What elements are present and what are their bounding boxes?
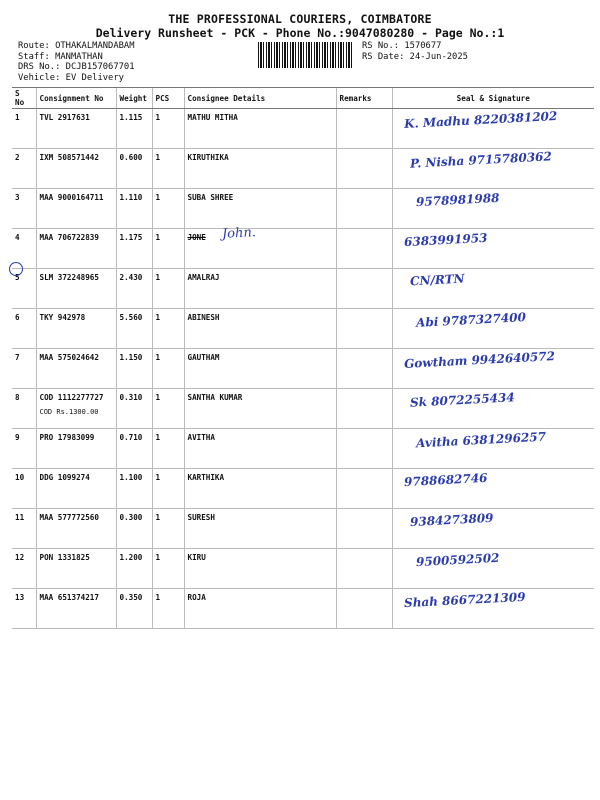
row-signature	[392, 429, 594, 469]
row-consignment-text: MAA 651374217	[39, 593, 99, 602]
row-consignment	[36, 549, 116, 589]
row-weight	[116, 149, 152, 189]
row-consignment	[36, 269, 116, 309]
row-pcs-text: 1	[155, 193, 161, 202]
handwritten-signature: 9788682746	[403, 470, 488, 490]
col-pcs: PCS	[152, 88, 184, 109]
row-sno	[12, 349, 36, 389]
row-weight	[116, 389, 152, 429]
row-signature	[392, 469, 594, 509]
row-sno	[12, 429, 36, 469]
row-consignment-text: SLM 372248965	[39, 273, 99, 282]
row-signature	[392, 189, 594, 229]
row-consignment-text: COD 1112277727	[39, 393, 104, 402]
row-remarks	[336, 109, 392, 149]
row-consignment-text: TVL 2917631	[39, 113, 90, 122]
row-pcs-text: 1	[155, 273, 161, 282]
row-remarks	[336, 589, 392, 629]
john-annotation: John.	[221, 225, 257, 242]
row-pcs	[152, 589, 184, 629]
row-pcs	[152, 109, 184, 149]
row-sno	[12, 509, 36, 549]
row-pcs-text: 1	[155, 153, 161, 162]
route-label: Route: OTHAKALMANDABAM	[18, 41, 135, 51]
row-consignee-text: SUBA SHREE	[187, 193, 234, 202]
row-remarks	[336, 509, 392, 549]
handwritten-signature: P. Nisha 9715780362	[409, 149, 552, 171]
row-consignee	[184, 509, 336, 549]
table-row	[12, 269, 594, 309]
row-pcs-text: 1	[155, 513, 161, 522]
table-row	[12, 469, 594, 509]
row-consignee-text: KARTHIKA	[187, 473, 225, 482]
row-remarks	[336, 189, 392, 229]
row-consignee-text: KIRUTHIKA	[187, 153, 229, 162]
row-weight-text: 2.430	[119, 273, 143, 282]
row-weight-text: 1.115	[119, 113, 143, 122]
row-consignment	[36, 189, 116, 229]
row-weight	[116, 229, 152, 269]
row-consignee-text: SURESH	[187, 513, 215, 522]
row-weight	[116, 109, 152, 149]
row-weight-text: 1.200	[119, 553, 143, 562]
row-sno	[12, 189, 36, 229]
row-weight	[116, 589, 152, 629]
row-remarks	[336, 389, 392, 429]
row-consignment-text: IXM 508571442	[39, 153, 99, 162]
row-sno-text: 8	[15, 393, 20, 402]
row-remarks	[336, 469, 392, 509]
row-weight	[116, 469, 152, 509]
row-pcs-text: 1	[155, 433, 161, 442]
row-weight-text: 5.560	[119, 313, 143, 322]
row-weight-text: 0.710	[119, 433, 143, 442]
cod-amount: COD Rs.1300.00	[39, 408, 99, 416]
row-sno	[12, 549, 36, 589]
circle-mark	[9, 262, 23, 276]
row-weight	[116, 309, 152, 349]
row-pcs	[152, 149, 184, 189]
handwritten-signature: Gowtham 9942640572	[403, 349, 555, 371]
row-consignment	[36, 469, 116, 509]
row-consignment	[36, 109, 116, 149]
row-weight-text: 1.110	[119, 193, 143, 202]
handwritten-signature: 9500592502	[415, 550, 500, 570]
table-row	[12, 589, 594, 629]
row-consignee	[184, 389, 336, 429]
row-remarks	[336, 349, 392, 389]
runsheet-table	[12, 87, 594, 629]
row-weight-text: 0.310	[119, 393, 143, 402]
row-consignee	[184, 349, 336, 389]
row-consignment	[36, 429, 116, 469]
row-pcs	[152, 429, 184, 469]
row-pcs	[152, 549, 184, 589]
row-pcs	[152, 189, 184, 229]
row-weight-text: 1.175	[119, 233, 143, 242]
meta-right	[362, 41, 468, 62]
row-sno-text: 1	[15, 113, 20, 122]
row-consignment-text: PRO 17983099	[39, 433, 95, 442]
row-consignee	[184, 229, 336, 269]
row-sno-text: 5	[15, 273, 20, 282]
row-consignee-text: GAUTHAM	[187, 353, 220, 362]
rs-no-label: RS No.: 1570677	[362, 41, 442, 51]
handwritten-signature: K. Madhu 8220381202	[403, 108, 558, 132]
row-sno-text: 10	[15, 473, 25, 482]
row-remarks	[336, 549, 392, 589]
row-sno	[12, 469, 36, 509]
table-row	[12, 229, 594, 269]
table-row	[12, 309, 594, 349]
row-consignee	[184, 269, 336, 309]
drs-label: DRS No.: DCJB157067701	[18, 62, 135, 72]
row-remarks	[336, 229, 392, 269]
row-consignee-text: AMALRAJ	[187, 273, 220, 282]
row-weight	[116, 429, 152, 469]
row-weight-text: 0.600	[119, 153, 143, 162]
handwritten-signature: Shah 8667221309	[403, 589, 526, 611]
row-weight	[116, 269, 152, 309]
row-consignee	[184, 589, 336, 629]
staff-label: Staff: MANMATHAN	[18, 51, 103, 62]
handwritten-signature: Sk 8072255434	[409, 390, 515, 410]
handwritten-signature: Abi 9787327400	[415, 310, 526, 330]
row-weight-text: 0.300	[119, 513, 143, 522]
row-consignee	[184, 469, 336, 509]
col-consignee: Consignee Details	[184, 88, 336, 109]
row-signature	[392, 509, 594, 549]
row-remarks	[336, 429, 392, 469]
row-signature	[392, 589, 594, 629]
row-sno-text: 6	[15, 313, 20, 322]
row-pcs	[152, 229, 184, 269]
row-signature	[392, 149, 594, 189]
row-pcs	[152, 389, 184, 429]
row-weight	[116, 549, 152, 589]
row-consignee	[184, 189, 336, 229]
row-consignee-text: KIRU	[187, 553, 206, 562]
row-sno	[12, 109, 36, 149]
row-consignment-text: TKY 942978	[39, 313, 86, 322]
col-signature: Seal & Signature	[392, 88, 594, 109]
row-sno	[12, 149, 36, 189]
col-consignment: Consignment No	[36, 88, 116, 109]
table-row	[12, 389, 594, 429]
row-consignment-text: MAA 706722839	[39, 233, 99, 242]
row-weight	[116, 509, 152, 549]
row-weight-text: 1.100	[119, 473, 143, 482]
row-remarks	[336, 149, 392, 189]
row-pcs	[152, 469, 184, 509]
row-consignment-text: MAA 575024642	[39, 353, 99, 362]
row-weight-text: 0.350	[119, 593, 143, 602]
row-consignee-text: AVITHA	[187, 433, 215, 442]
row-sno-text: 3	[15, 193, 20, 202]
row-consignment	[36, 149, 116, 189]
handwritten-signature: CN/RTN	[409, 271, 465, 289]
row-signature	[392, 349, 594, 389]
row-consignment-text: DDG 1099274	[39, 473, 90, 482]
row-remarks	[336, 269, 392, 309]
row-weight-text: 1.150	[119, 353, 143, 362]
row-pcs-text: 1	[155, 233, 161, 242]
row-pcs-text: 1	[155, 313, 161, 322]
row-sno-text: 2	[15, 153, 20, 162]
row-pcs-text: 1	[155, 393, 161, 402]
vehicle-label: Vehicle: EV Delivery	[18, 72, 124, 83]
handwritten-signature: 6383991953	[403, 230, 488, 250]
row-signature	[392, 109, 594, 149]
row-sno-text: 12	[15, 553, 25, 562]
handwritten-signature: Avitha 6381296257	[415, 429, 546, 451]
row-consignment-text: MAA 9000164711	[39, 193, 104, 202]
row-pcs-text: 1	[155, 593, 161, 602]
row-consignee-text: ROJA	[187, 593, 206, 602]
row-sno-text: 9	[15, 433, 20, 442]
row-pcs	[152, 269, 184, 309]
barcode	[258, 42, 354, 68]
row-consignee	[184, 109, 336, 149]
table-row	[12, 189, 594, 229]
row-signature	[392, 549, 594, 589]
row-consignment	[36, 589, 116, 629]
row-pcs	[152, 349, 184, 389]
row-sno-text: 13	[15, 593, 25, 602]
row-sno	[12, 389, 36, 429]
row-sno-text: 7	[15, 353, 20, 362]
row-consignment	[36, 229, 116, 269]
table-row	[12, 349, 594, 389]
table-row	[12, 429, 594, 469]
row-signature	[392, 229, 594, 269]
row-consignee-text: MATHU MITHA	[187, 113, 238, 122]
table-row	[12, 549, 594, 589]
row-consignment	[36, 309, 116, 349]
row-sno	[12, 589, 36, 629]
row-weight	[116, 189, 152, 229]
handwritten-signature: 9384273809	[409, 510, 494, 530]
table-row	[12, 109, 594, 149]
row-pcs-text: 1	[155, 473, 161, 482]
row-pcs-text: 1	[155, 113, 161, 122]
row-signature	[392, 269, 594, 309]
row-remarks	[336, 309, 392, 349]
row-consignee	[184, 309, 336, 349]
row-sno-text: 11	[15, 513, 25, 522]
runsheet-title: Delivery Runsheet - PCK - Phone No.:9047080280 - Page No.:1	[95, 26, 505, 40]
row-consignment	[36, 349, 116, 389]
col-weight: Weight	[116, 88, 152, 109]
row-consignee	[184, 429, 336, 469]
row-consignee-text: SANTHA KUMAR	[187, 393, 243, 402]
col-remarks: Remarks	[336, 88, 392, 109]
row-consignee	[184, 549, 336, 589]
row-consignment	[36, 389, 116, 429]
row-signature	[392, 309, 594, 349]
row-consignee-text: JONE	[187, 233, 206, 242]
row-pcs	[152, 509, 184, 549]
row-consignment-text: PON 1331825	[39, 553, 90, 562]
row-consignment-text: MAA 577772560	[39, 513, 99, 522]
row-consignee	[184, 149, 336, 189]
row-pcs-text: 1	[155, 553, 161, 562]
table-row	[12, 509, 594, 549]
rs-date-label: RS Date: 24-Jun-2025	[362, 51, 468, 62]
meta-left	[18, 41, 135, 83]
row-consignment	[36, 509, 116, 549]
table-row	[12, 149, 594, 189]
row-signature	[392, 389, 594, 429]
row-sno	[12, 309, 36, 349]
row-sno-text: 4	[15, 233, 20, 242]
row-consignee-text: ABINESH	[187, 313, 220, 322]
table-header-row	[12, 88, 594, 109]
handwritten-signature: 9578981988	[415, 190, 500, 210]
col-sno: S No	[12, 88, 36, 109]
row-pcs	[152, 309, 184, 349]
row-pcs-text: 1	[155, 353, 161, 362]
company-title: THE PROFESSIONAL COURIERS, COIMBATORE	[168, 12, 432, 26]
row-weight	[116, 349, 152, 389]
